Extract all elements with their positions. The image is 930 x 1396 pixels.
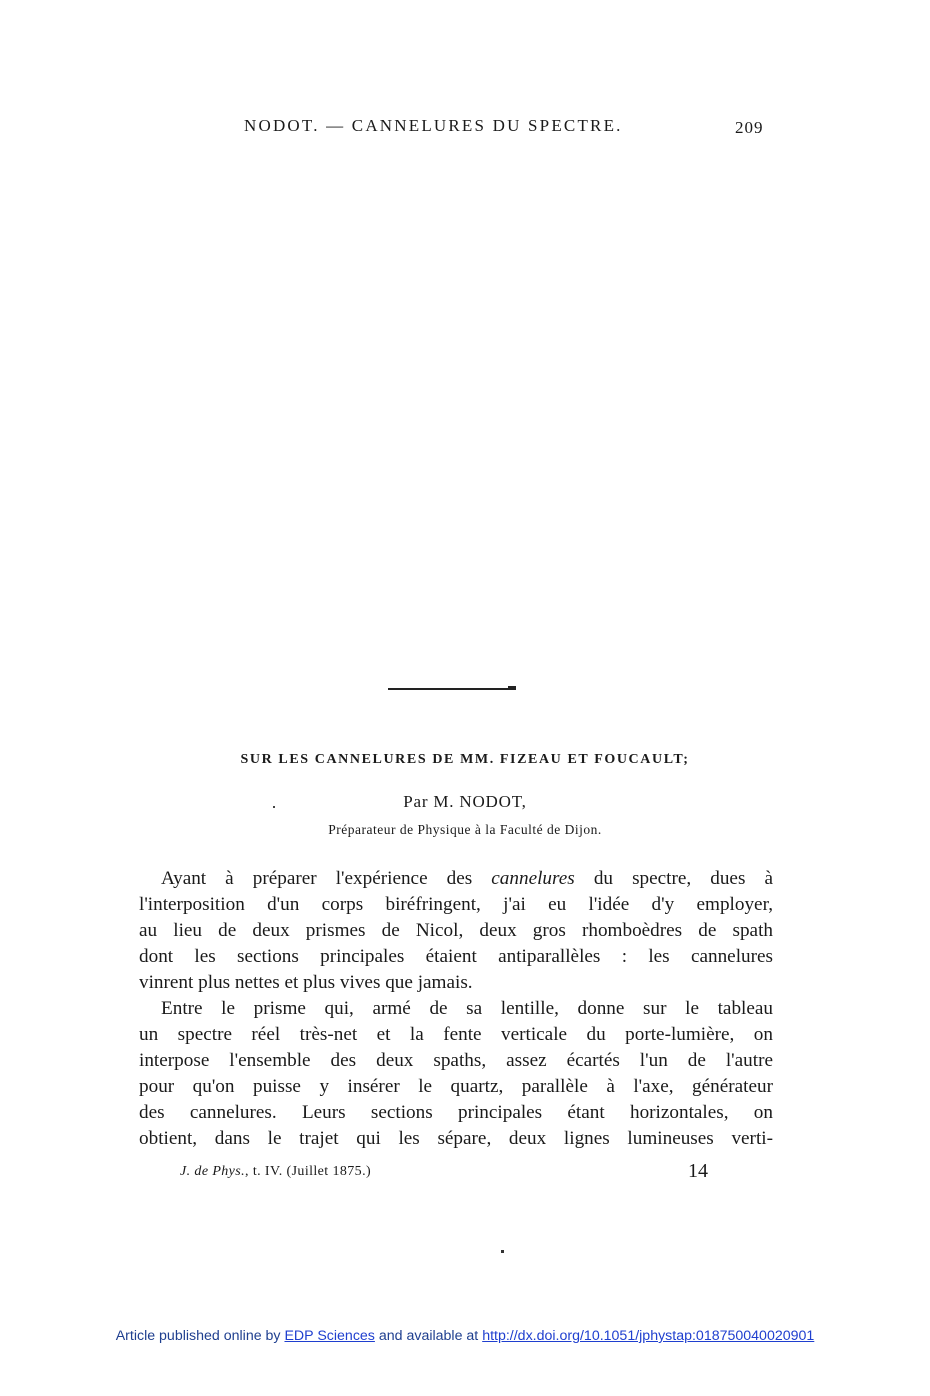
emphasis-cannelures: cannelures (491, 868, 575, 889)
author-line: Par M. NODOT, (403, 792, 527, 811)
article-title: SUR LES CANNELURES DE MM. FIZEAU ET FOUCAULT; (240, 752, 690, 767)
page-number: 209 (735, 118, 764, 137)
section-divider (388, 688, 516, 690)
footer-prefix: Article published online by (115, 1328, 285, 1344)
running-title: NODOT. — CANNELURES DU SPECTRE. (244, 116, 623, 135)
running-head (0, 116, 930, 140)
author-affiliation: Préparateur de Physique à la Faculté de Dijon. (328, 822, 602, 837)
body-line: au lieu de deux prismes de Nicol, deux gros rhomboèdres de spath (139, 920, 773, 941)
journal-name: J. de Phys. (180, 1164, 246, 1179)
doi-link[interactable]: http://dx.doi.org/10.1051/jphystap:018750040020901 (482, 1328, 815, 1344)
footer-middle: and available at (374, 1328, 483, 1344)
publisher-footer (0, 1328, 930, 1344)
body-line: vinrent plus nettes et plus vives que jamais. (139, 972, 473, 993)
print-speck (501, 1250, 504, 1253)
body-line: dont les sections principales étaient antiparallèles : les cannelures (139, 946, 773, 967)
publisher-link[interactable]: EDP Sciences (284, 1328, 375, 1344)
body-line: l'interposition d'un corps biréfringent, j'ai eu l'idée d'y employer, (139, 894, 773, 915)
body-line: Entre le prisme qui, armé de sa lentille, donne sur le tableau (161, 998, 773, 1019)
body-line: Ayant à préparer l'expérience des cannelures du spectre, dues à (161, 868, 773, 889)
body-line: interpose l'ensemble des deux spaths, assez écartés l'un de l'autre (139, 1050, 773, 1071)
body-line: des cannelures. Leurs sections principales étant horizontales, on (139, 1102, 773, 1123)
signature-mark: 14 (688, 1160, 708, 1182)
journal-citation (180, 1164, 371, 1180)
body-line: un spectre réel très-net et la fente verticale du porte-lumière, on (139, 1024, 773, 1045)
body-line: obtient, dans le trajet qui les sépare, deux lignes lumineuses verti- (139, 1128, 773, 1149)
body-line: pour qu'on puisse y insérer le quartz, parallèle à l'axe, générateur (139, 1076, 773, 1097)
section-divider-end (508, 686, 516, 689)
body-text (139, 866, 773, 1152)
journal-volume-date: , t. IV. (Juillet 1875.) (245, 1164, 372, 1179)
